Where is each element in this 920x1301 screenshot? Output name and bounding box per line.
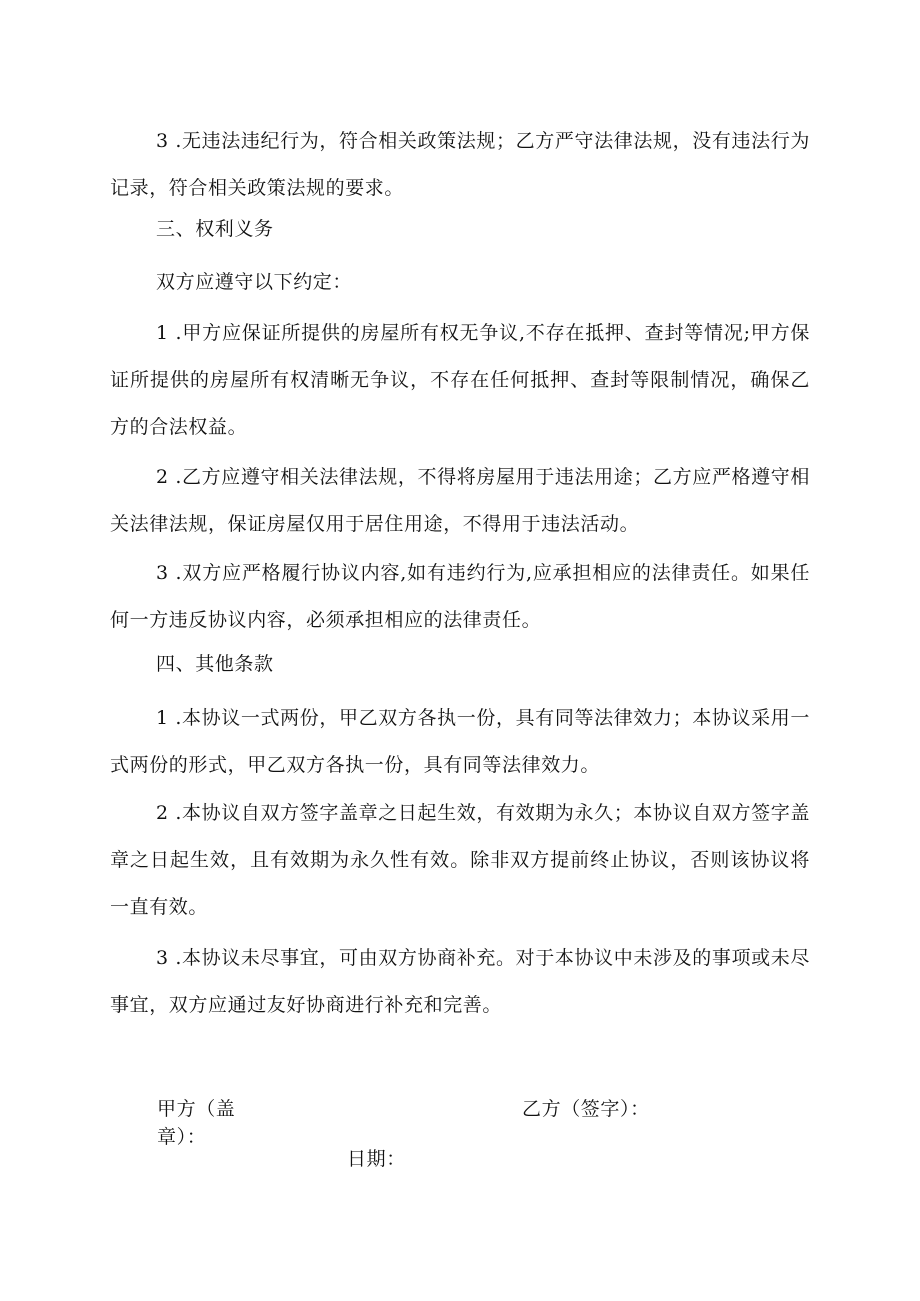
clause-3-breach: 3 .双方应严格履行协议内容,如有违约行为,应承担相应的法律责任。如果任何一方违反协议内容，必须承担相应的法律责任。 xyxy=(110,562,810,631)
clause-3-compliance: 3 .无违法违纪行为，符合相关政策法规；乙方严守法律法规，没有违法行为记录，符合相关政策法规的要求。 xyxy=(110,130,810,199)
clause-2-effective: 2 .本协议自双方签字盖章之日起生效，有效期为永久；本协议自双方签字盖章之日起生效，且有效期为永久性有效。除非双方提前终止协议，否则该协议将一直有效。 xyxy=(110,802,810,918)
party-b-signature-label: 乙方（签字）： xyxy=(522,1098,650,1120)
section-heading-other-terms: 四、其他条款 xyxy=(156,653,274,675)
party-a-label-line1: 甲方（盖 xyxy=(157,1098,236,1120)
date-label: 日期： xyxy=(347,1148,406,1170)
agreement-intro: 双方应遵守以下约定： xyxy=(156,271,353,293)
party-a-label-line2: 章）： xyxy=(157,1126,207,1148)
section-heading-rights-obligations: 三、权利义务 xyxy=(156,218,274,240)
party-a-signature-label xyxy=(157,1095,235,1151)
clause-3-supplement: 3 .本协议未尽事宜，可由双方协商补充。对于本协议中未涉及的事项或未尽事宜，双方应通过友好协商进行补充和完善。 xyxy=(110,947,810,1016)
clause-1-copies: 1 .本协议一式两份，甲乙双方各执一份，具有同等法律效力；本协议采用一式两份的形式，甲乙双方各执一份，具有同等法律效力。 xyxy=(110,707,810,776)
clause-1-ownership: 1 .甲方应保证所提供的房屋所有权无争议,不存在抵押、查封等情况;甲方保证所提供的房屋所有权清晰无争议，不存在任何抵押、查封等限制情况，确保乙方的合法权益。 xyxy=(110,322,810,438)
clause-2-legal-use: 2 .乙方应遵守相关法律法规，不得将房屋用于违法用途；乙方应严格遵守相关法律法规，保证房屋仅用于居住用途，不得用于违法活动。 xyxy=(110,466,810,535)
